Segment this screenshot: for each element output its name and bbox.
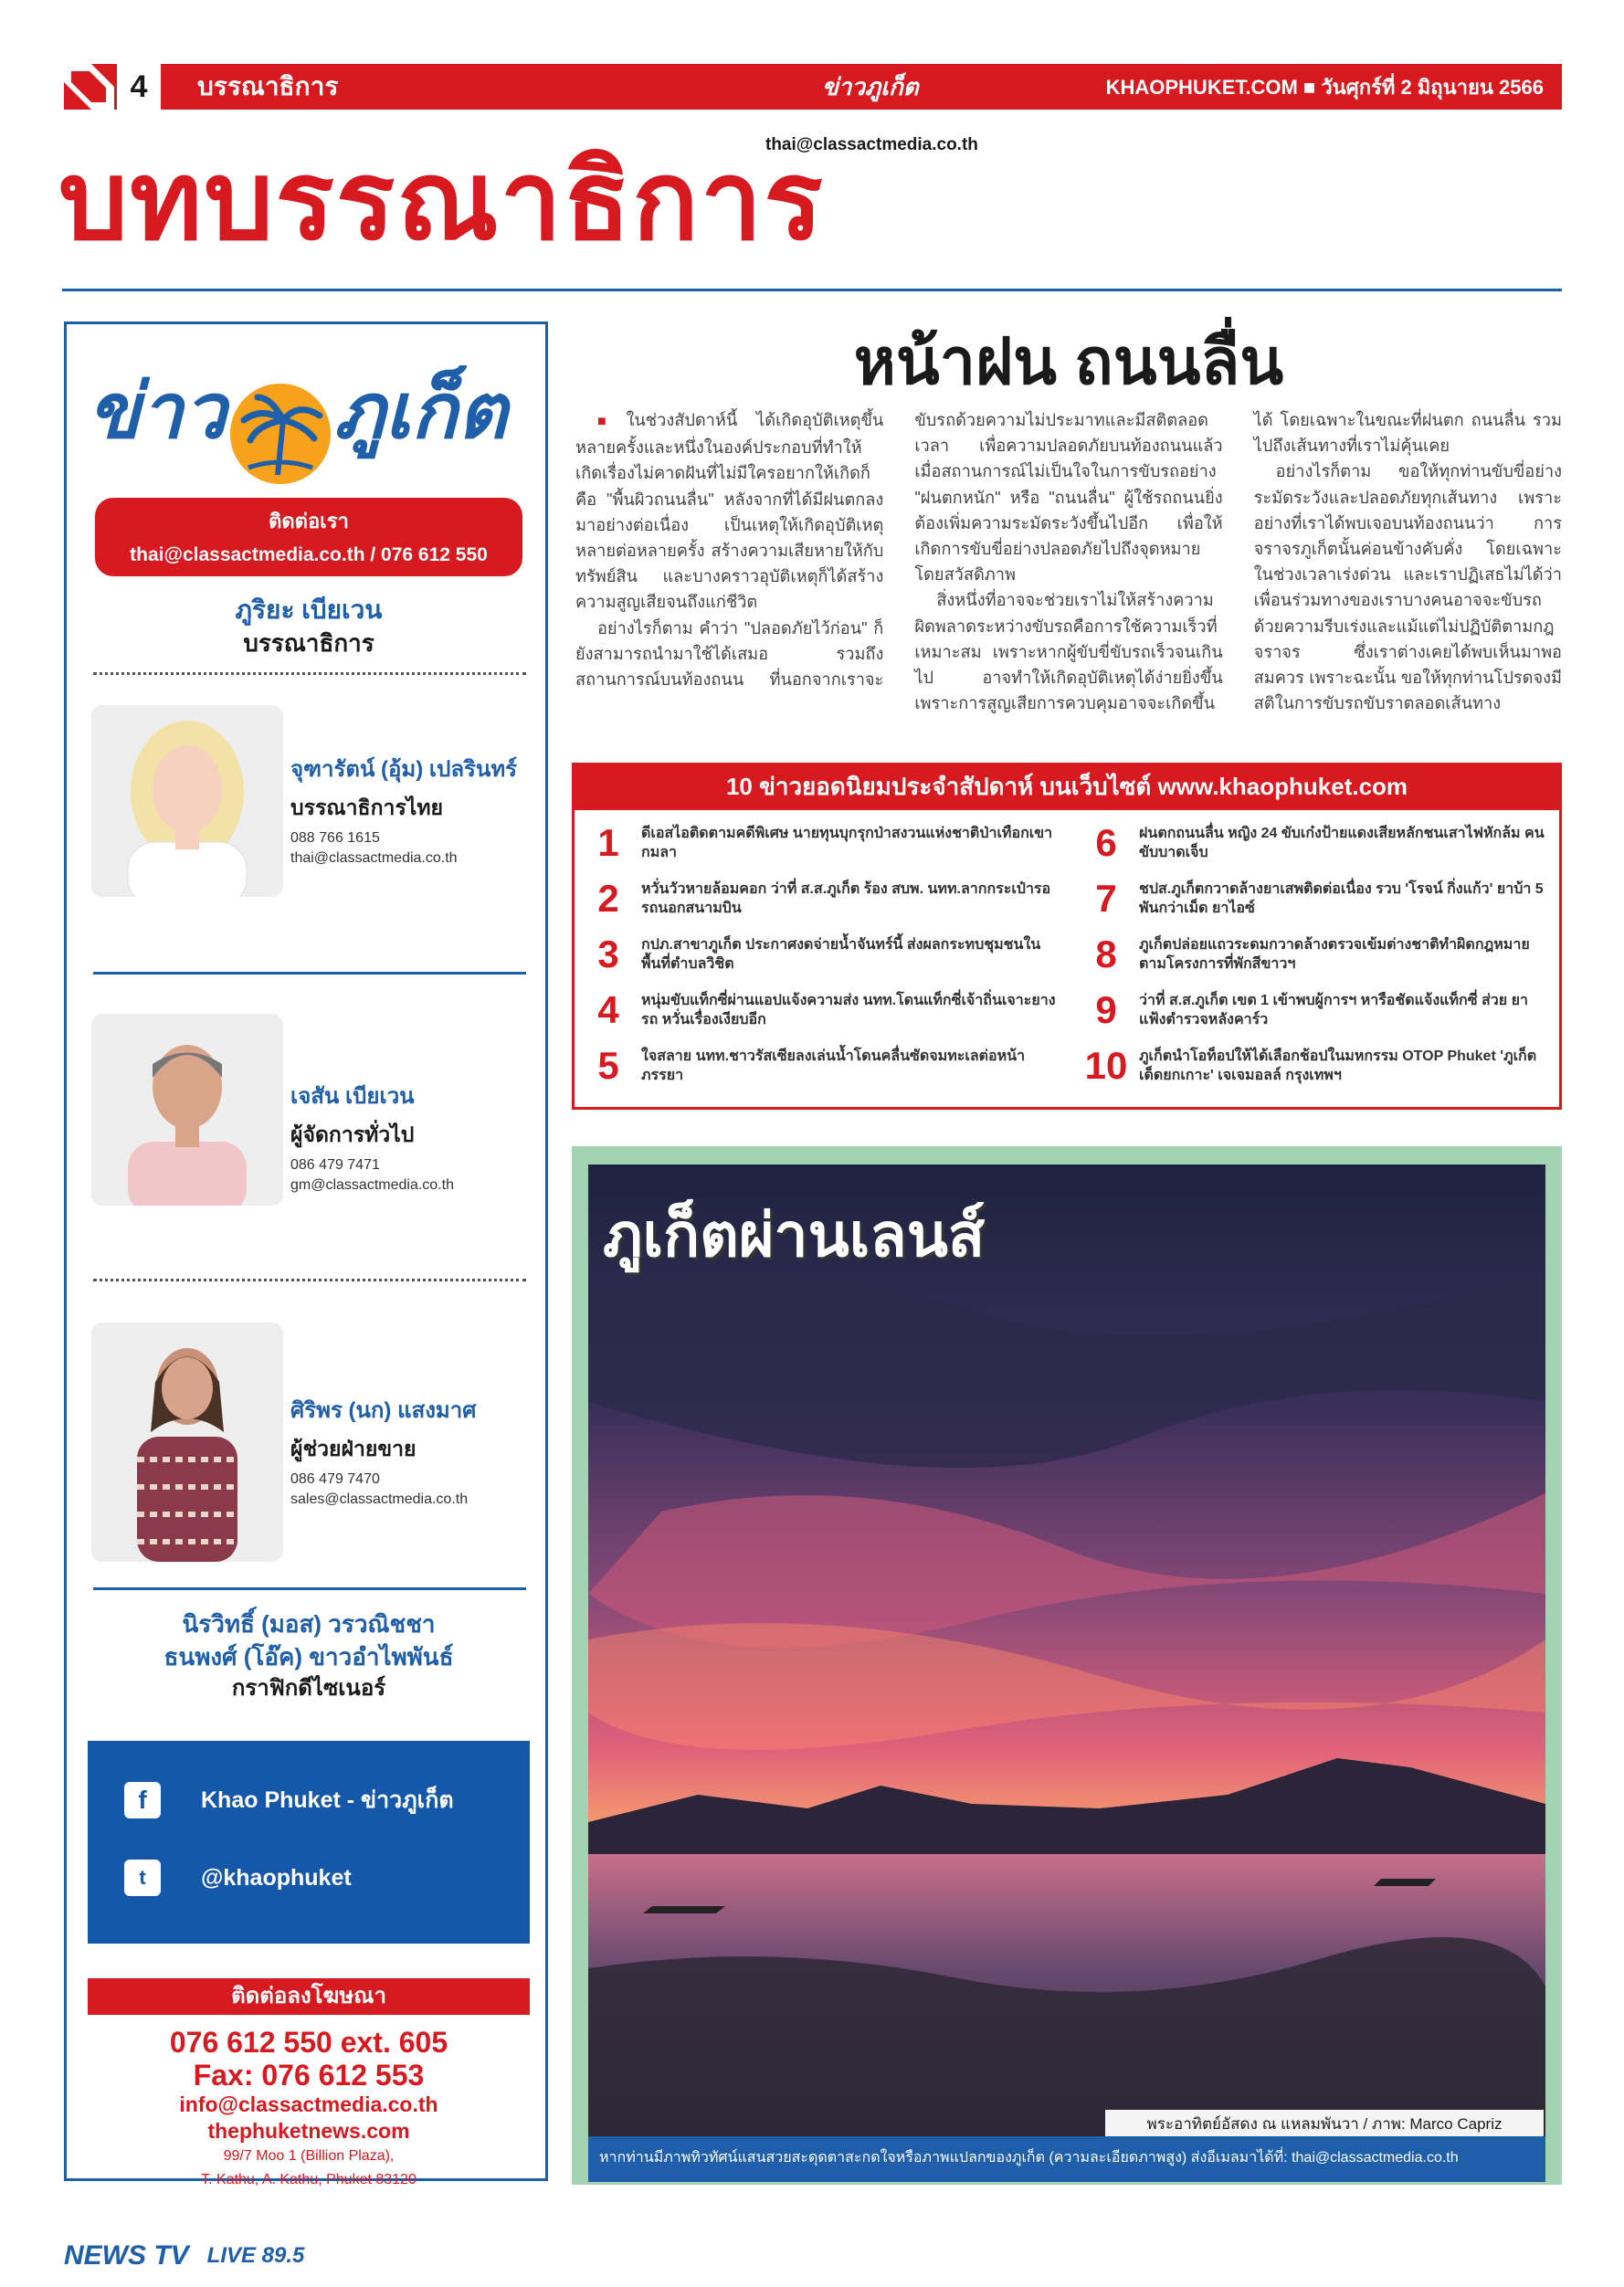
footer-logos [64,2238,304,2274]
top10-item[interactable] [1082,873,1557,924]
photo-caption: พระอาทิตย์อัสดง ณ แหลมพันวา / ภาพ: Marco Capriz [1105,2110,1544,2139]
top10-headline: ชปส.ภูเก็ตกวาดล้างยาเสพติดต่อเนื่อง รวบ 'โรจน์ กิ่งแก้ว' ยาบ้า 5 พันกว่าเม็ด ยาไอซ์ [1139,881,1544,916]
title-email[interactable]: thai@classactmedia.co.th [765,135,978,154]
social-box [88,1741,530,1944]
staff-role: ผู้จัดการทั่วไป [290,1122,415,1146]
twitter-label: @khaophuket [201,1864,352,1891]
staff-card [290,751,546,867]
palm-sun-icon [230,384,331,484]
top10-rank: 3 [597,933,619,975]
editor-name: ภูริยะ เบียเวน [235,595,383,624]
divider [93,1279,526,1281]
top10-headline: กปภ.สาขาภูเก็ต ประกาศงดจ่ายน้ำจันทร์นี้ ส่งผลกระทบชุมชนในพื้นที่ตำบลวิชิต [641,937,1041,972]
khaophuket-logo [88,361,526,461]
top10-item[interactable] [585,929,1060,980]
top10-item[interactable] [1082,929,1557,980]
divider [93,972,526,975]
staff-phone: 088 766 1615 [290,830,380,846]
designer-name: นิรวิทธิ์ (มอส) วรวณิชชา [182,1610,436,1638]
section-label: บรรณาธิการ [197,72,339,100]
sunset-photo [588,1165,1545,2136]
designer-role: กราฟิกดีไซเนอร์ [231,1676,386,1701]
logo-text-left: ข่าว [88,368,227,454]
header-bar [64,64,1562,110]
article-paragraph: อย่างไรก็ตาม ขอให้ทุกท่านขับขี่อย่างระมัดระวังและปลอดภัยทุกเส้นทาง เพราะอย่างที่เราได้พบเจอบนท้องถนนว่า การจราจรภูเก็ตนั้นค่อนข้างคับคั่ง โดยเฉพาะในช่วงเวลาเร่งด่วน และเราปฏิเสธไม่ได้ว่าเพื่อนร่วมทางของเราบางคนอาจจะขับรถด้วยความรีบเร่งและแม้แต่ไม่ปฏิบัติตามกฎจราจร ซึ่งเราต่างเคยได้พบเห็นมาพอสมควร เพราะฉะนั้น ขอให้ทุกท่านโปรดจงมีสติในการขับรถขับราตลอดเส้นทาง [1253,462,1562,713]
top10-rank: 5 [597,1044,619,1087]
staff-phone: 086 479 7471 [290,1157,380,1173]
top10-item[interactable] [1082,1040,1557,1091]
article-paragraph: สิ่งหนึ่งที่อาจจะช่วยเราไม่ให้สร้างความผิดพลาดระหว่างขับรถคือการใช้ความเร็วที่เหมาะสม เพราะหากผู้ขับขี่ขับรถเร็วจนเกินไป อาจทำให้เกิดอุบัติเหตุได้ง่ายยิ่งขึ้น เพราะการสูญเสียการควบคุมอาจจะเกิดขึ้นได้ โดยเฉพาะในขณะที่ฝนตก ถนนลื่น รวมไปถึงเส้นทางที่เราไม่คุ้นเคย [914,411,1562,713]
photo-submission-note: หากท่านมีภาพทิวทัศน์แสนสวยสะดุดตาสะกดใจหรือภาพแปลกของภูเก็ต (ความละเอียดภาพสูง) ส่งอีเมลมาได้ที่: thai@classactmedia.co.th [588,2136,1545,2182]
live-radio-logo: LIVE 89.5 [206,2243,305,2268]
ad-email[interactable]: info@classactmedia.co.th [179,2092,438,2116]
newstv-logo: NEWS TV [64,2240,189,2271]
contact-label: ติดต่อเรา [269,510,349,532]
ad-contact-block [88,2026,530,2192]
top10-item[interactable] [585,873,1060,924]
title-divider [62,289,1562,291]
staff-photo [91,1014,283,1206]
top10-rank: 7 [1095,877,1117,920]
top10-headline: ใจสลาย นทท.ชาวรัสเซียลงเล่นน้ำโดนคลื่นซัดจมทะเลต่อหน้าภรรยา [641,1049,1026,1083]
top10-rank: 6 [1095,821,1117,864]
divider [93,1587,526,1590]
staff-name: จุฑารัตน์ (อุ้ม) เปลรินทร์ [290,757,518,782]
top10-headline: ดีเอสไอติดตามคดีพิเศษ นายทุนบุกรุกป่าสงวนแห่งชาติป่าเทือกเขากมลา [641,826,1053,860]
divider [93,672,526,675]
staff-email[interactable]: thai@classactmedia.co.th [290,850,458,866]
top10-rank: 8 [1095,933,1117,975]
header-brand: ข่าวภูเก็ต [822,72,919,100]
designers-block [64,1607,554,1704]
ad-fax: Fax: 076 612 553 [193,2059,425,2092]
top10-rank: 2 [597,877,619,920]
staff-role: บรรณาธิการไทย [290,796,443,819]
top10-rank: 4 [597,988,619,1031]
contact-box [95,498,522,576]
top10-item[interactable] [1082,985,1557,1036]
staff-card [290,1392,546,1508]
top10-title: 10 ข่าวยอดนิยมประจำสัปดาห์ บนเว็บไซต์ www.khaophuket.com [572,763,1562,810]
top10-item[interactable] [585,817,1060,869]
staff-name: ศิริพร (นก) แสงมาศ [290,1398,477,1423]
page-number: 4 [117,64,161,110]
bullet-icon: ■ [597,414,621,429]
ad-address: T. Kathu, A. Kathu, Phuket 83120 [201,2172,417,2187]
facebook-icon: f [124,1782,161,1818]
page-title: บทบรรณาธิการ [58,140,825,262]
staff-card [290,1078,546,1194]
facebook-label: Khao Phuket - ข่าวภูเก็ต [201,1787,454,1813]
corner-arrow-icon [64,64,114,110]
staff-email[interactable]: sales@classactmedia.co.th [290,1491,469,1507]
staff-photo [91,705,283,897]
top10-headline: หวั่นวัวหายล้อมคอก ว่าที่ ส.ส.ภูเก็ต ร้อง สบพ. นทท.ลากกระเป๋ารอรถนอกสนามบิน [641,881,1051,916]
top10-headline: หนุ่มขับแท็กซี่ผ่านแอปแจ้งความส่ง นทท.โดนแท็กซี่เจ้าถิ่นเจาะยางรถ หวั่นเรื่องเงียบอีก [641,993,1056,1028]
top10-rank: 1 [597,821,619,864]
top10-headline: ฝนตกถนนลื่น หญิง 24 ขับเก๋งป้ายแดงเสียหลักชนเสาไฟหักล้ม คนขับบาดเจ็บ [1139,826,1545,860]
article-paragraph: อย่างไรก็ตาม คำว่า "ปลอดภัยไว้ก่อน" ก็ยังสามารถนำมาใช้ได้เสมอ รวมถึงสถานการณ์บนท้องถนน ที่นอกจากเราจะขับรถด้วยความไม่ประมาทและมีสติตลอดเวลา เพื่อความปลอดภัยบนท้องถนนแล้ว เมื่อสถานการณ์ไม่เป็นใจในการขับรถอย่าง "ฝนตกหนัก" หรือ "ถนนลื่น" ผู้ใช้รถถนนยิ่งต้องเพิ่มความระมัดระวังขึ้นไปอีก เพื่อให้เกิดการขับขี่อย่างปลอดภัยไปถึงจุดหมายโดยสวัสดิภาพ [575,411,1223,690]
article-paragraph: ■ ในช่วงสัปดาห์นี้ ได้เกิดอุบัติเหตุขึ้นหลายครั้งและหนึ่งในองค์ประกอบที่ทำให้เกิดเรื่องไม่คาดฝันที่ไม่มีใครอยากให้เกิดก็คือ "พื้นผิวถนนลื่น" หลังจากที่ได้มีฝนตกลงมาอย่างต่อเนื่อง เป็นเหตุให้เกิดอุบัติเหตุหลายต่อหลายครั้ง สร้างความเสียหายให้กับทรัพย์สิน และบางคราวอุบัติเหตุก็ได้สร้างความสูญเสียจนถึงแก่ชีวิต [575,411,884,612]
staff-photo [91,1323,283,1562]
ad-phone: 076 612 550 ext. 605 [169,2026,448,2059]
editor-role: บรรณาธิการ [243,629,374,657]
top10-headline: ภูเก็ตนำโอท็อปให้ได้เลือกช้อปในมหกรรม OTOP Phuket 'ภูเก็ตเด็ดยกเกาะ' เจเจมอลล์ กรุงเทพฯ [1139,1049,1537,1083]
top10-rank: 9 [1095,988,1117,1031]
twitter-icon: t [124,1860,161,1896]
top10-item[interactable] [585,1040,1060,1091]
contact-info[interactable]: thai@classactmedia.co.th / 076 612 550 [130,544,488,565]
photo-section-title: ภูเก็ตผ่านเลนส์ [603,1201,986,1269]
staff-role: ผู้ช่วยฝ่ายขาย [290,1437,417,1460]
ad-address: 99/7 Moo 1 (Billion Plaza), [223,2148,395,2164]
ad-contact-title: ติดต่อลงโฆษณา [88,1978,530,2015]
header-site-date: KHAOPHUKET.COM ■ วันศุกร์ที่ 2 มิถุนายน 2566 [1105,75,1544,99]
article-body [575,407,1562,734]
logo-text-right: ภูเก็ต [333,368,508,454]
staff-phone: 086 479 7470 [290,1471,380,1487]
top10-item[interactable] [585,985,1060,1036]
article-headline: หน้าฝน ถนนลื่น [853,326,1284,397]
top10-headline: ภูเก็ตปล่อยแถวระดมกวาดล้างตรวจเข้มต่างชาติทำผิดกฎหมาย ตามโครงการที่พักสีขาวฯ [1139,937,1530,972]
top10-headline: ว่าที่ ส.ส.ภูเก็ต เขต 1 เข้าพบผู้การฯ หารือชัดแจ้งแท็กซี่ ส่วย ยา แฟ้งตำรวจหลังคาร์ว [1139,993,1528,1028]
twitter-link[interactable] [124,1860,352,1896]
ad-site[interactable]: thephuketnews.com [207,2119,410,2143]
designer-name: ธนพงศ์ (โอ๊ค) ขาวอำไพพันธ์ [163,1643,454,1670]
staff-email[interactable]: gm@classactmedia.co.th [290,1177,454,1193]
top10-rank: 10 [1084,1044,1128,1087]
facebook-link[interactable] [124,1782,454,1818]
staff-name: เจสัน เบียเวน [290,1084,415,1109]
top10-item[interactable] [1082,817,1557,869]
